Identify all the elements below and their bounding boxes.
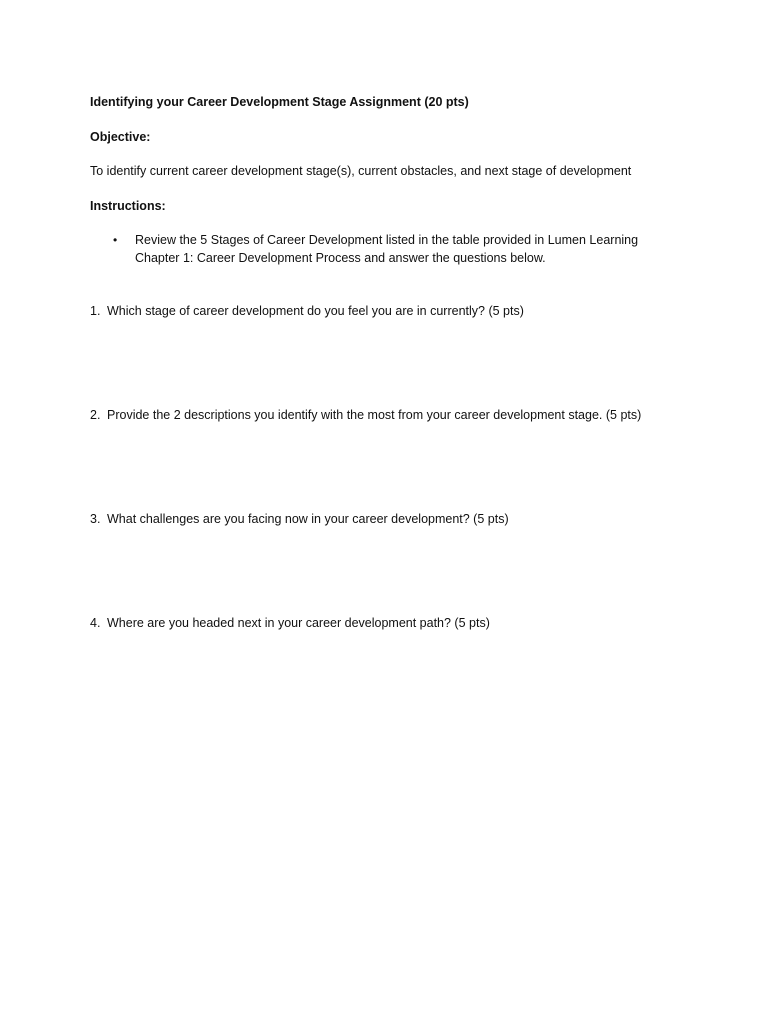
instruction-line-2: Chapter 1: Career Development Process and answer the questions below. <box>135 251 546 265</box>
objective-text: To identify current career development stage(s), current obstacles, and next stage of development <box>90 164 632 178</box>
document-title: Identifying your Career Development Stage Assignment (20 pts) <box>90 95 469 109</box>
question-number: 1. <box>90 304 101 318</box>
list-item <box>90 231 690 267</box>
question-number: 4. <box>90 616 101 630</box>
question-number: 3. <box>90 512 101 526</box>
question-1 <box>90 302 524 320</box>
instruction-line-1: Review the 5 Stages of Career Development listed in the table provided in Lumen Learning <box>135 233 639 247</box>
instructions-heading: Instructions: <box>90 199 166 213</box>
question-4 <box>90 614 490 632</box>
question-2 <box>90 406 641 424</box>
question-text: Which stage of career development do you feel you are in currently? (5 pts) <box>107 304 524 318</box>
bullet-icon: • <box>113 233 118 247</box>
question-number: 2. <box>90 408 101 422</box>
objective-heading: Objective: <box>90 130 151 144</box>
question-text: Where are you headed next in your career development path? (5 pts) <box>107 616 490 630</box>
question-text: What challenges are you facing now in your career development? (5 pts) <box>107 512 509 526</box>
instructions-list <box>90 231 690 267</box>
question-text: Provide the 2 descriptions you identify with the most from your career development stage. (5 pts) <box>107 408 642 422</box>
question-3 <box>90 510 509 528</box>
